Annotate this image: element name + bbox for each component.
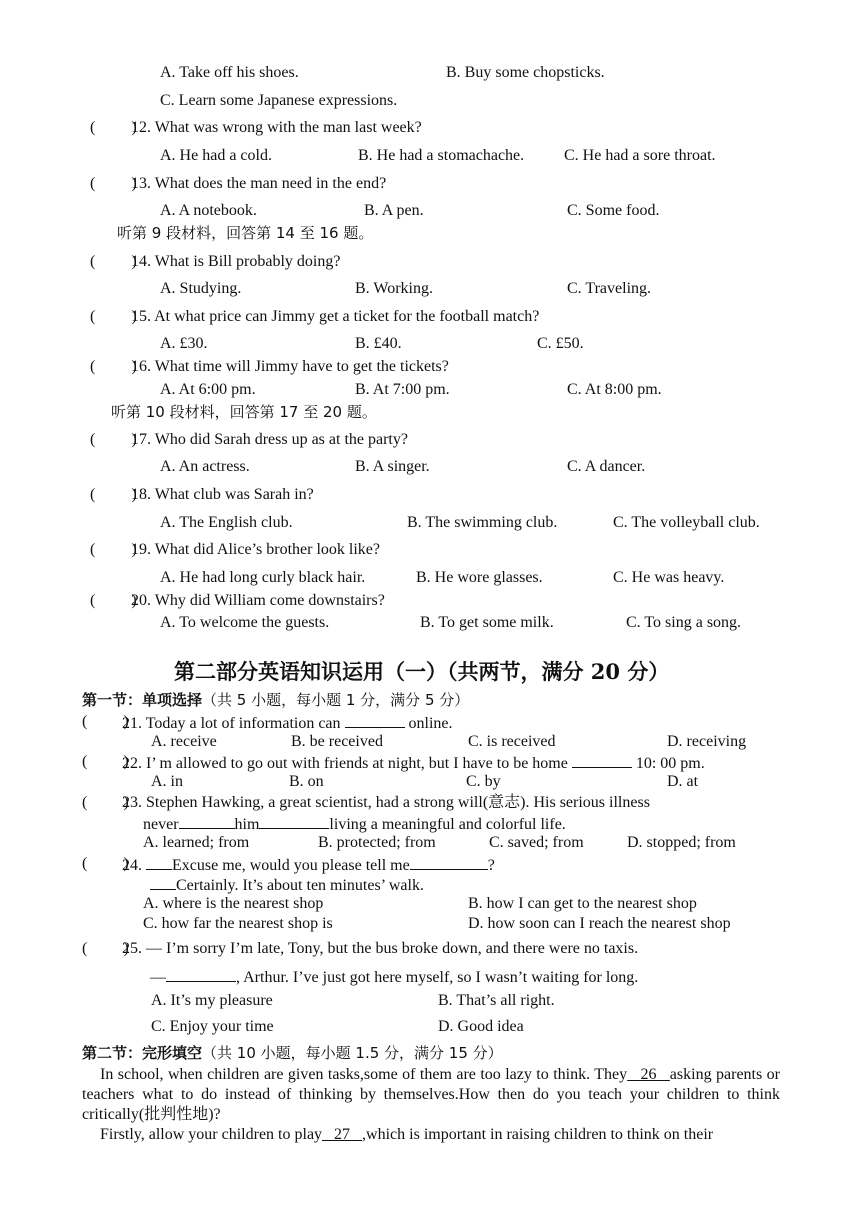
option-a: A. learned; from <box>143 834 250 851</box>
speaker-blank <box>150 874 176 890</box>
q11-option-b: B. Buy some chopsticks. <box>446 64 605 81</box>
option-a: A. He had long curly black hair. <box>160 569 366 586</box>
option-b: B. A singer. <box>355 458 430 475</box>
option-b: B. The swimming club. <box>407 514 558 531</box>
option-b: B. He had a stomachache. <box>358 147 525 164</box>
question-text: 13. What does the man need in the end? <box>131 175 387 192</box>
option-b: B. on <box>289 773 324 790</box>
option-c: C. £50. <box>537 335 584 352</box>
option-a: A. where is the nearest shop <box>143 895 324 912</box>
cloze-paragraph: Firstly, allow your children to play 27 ,which is important in raising children to think on their <box>100 1126 714 1143</box>
answer-blank <box>572 752 632 768</box>
option-c: C. To sing a song. <box>626 614 742 631</box>
answer-blank <box>259 813 329 829</box>
option-d: D. stopped; from <box>627 834 736 851</box>
option-c: C. He was heavy. <box>613 569 725 586</box>
option-a: A. receive <box>151 733 217 750</box>
question-text: 23. Stephen Hawking, a great scientist, had a strong will(意志). His serious illness <box>122 794 650 811</box>
section-label: 第一节：单项选择 <box>82 691 203 709</box>
answer-bracket: ( ) <box>82 855 129 872</box>
answer-bracket: ( ) <box>82 753 129 770</box>
answer-bracket: ( ) <box>82 940 129 957</box>
option-d: D. Good idea <box>438 1018 524 1035</box>
option-c: C. Some food. <box>567 202 660 219</box>
option-b: B. A pen. <box>364 202 424 219</box>
option-c: C. Traveling. <box>567 280 652 297</box>
section-instruction: 听第 10 段材料，回答第 17 至 20 题。 <box>111 403 377 421</box>
option-b: B. protected; from <box>318 834 436 851</box>
question-text: 19. What did Alice’s brother look like? <box>131 541 380 558</box>
option-a: A. It’s my pleasure <box>151 992 273 1009</box>
question-text: 17. Who did Sarah dress up as at the party? <box>131 431 408 448</box>
question-text-cont: never him living a meaningful and colorful life. <box>143 813 566 835</box>
option-a: A. The English club. <box>160 514 293 531</box>
option-b: B. Working. <box>355 280 433 297</box>
question-text: 16. What time will Jimmy have to get the tickets? <box>131 358 449 375</box>
answer-bracket: ( ) <box>90 119 137 136</box>
option-c: C. is received <box>468 733 556 750</box>
answer-bracket: ( ) <box>90 541 137 558</box>
answer-bracket: ( ) <box>82 713 129 730</box>
option-a: A. An actress. <box>160 458 250 475</box>
option-c: C. saved; from <box>489 834 584 851</box>
question-text: 20. Why did William come downstairs? <box>131 592 385 609</box>
q11-option-c: C. Learn some Japanese expressions. <box>160 92 398 109</box>
option-b: B. To get some milk. <box>420 614 554 631</box>
question-text: 14. What is Bill probably doing? <box>131 253 341 270</box>
speaker-blank <box>146 854 172 870</box>
answer-bracket: ( ) <box>90 431 137 448</box>
answer-bracket: ( ) <box>90 253 137 270</box>
option-b: B. be received <box>291 733 383 750</box>
reply-text: Certainly. It’s about ten minutes’ walk. <box>150 874 424 896</box>
section-description: （共 5 小题，每小题 1 分，满分 5 分） <box>202 691 470 709</box>
question-text: 18. What club was Sarah in? <box>131 486 314 503</box>
question-text: 15. At what price can Jimmy get a ticket for the football match? <box>131 308 540 325</box>
option-b: B. £40. <box>355 335 402 352</box>
cloze-blank-27: 27 <box>322 1126 363 1143</box>
option-a: A. To welcome the guests. <box>160 614 330 631</box>
question-text: 24. Excuse me, would you please tell me ? <box>122 854 495 876</box>
option-a: A. He had a cold. <box>160 147 272 164</box>
answer-bracket: ( ) <box>82 794 129 811</box>
answer-bracket: ( ) <box>90 486 137 503</box>
answer-blank <box>179 813 235 829</box>
question-text: 25. — I’m sorry I’m late, Tony, but the bus broke down, and there were no taxis. <box>122 940 639 957</box>
option-d: D. receiving <box>667 733 747 750</box>
option-d: D. how soon can I reach the nearest shop <box>468 915 731 932</box>
cloze-blank-26: 26 <box>627 1066 670 1083</box>
section-header <box>82 690 469 710</box>
question-text: 21. Today a lot of information can online. <box>122 712 453 734</box>
option-a: A. in <box>151 773 183 790</box>
answer-blank <box>345 712 405 728</box>
section-label: 第二节：完形填空 <box>82 1044 203 1062</box>
option-c: C. The volleyball club. <box>613 514 760 531</box>
answer-bracket: ( ) <box>90 358 137 375</box>
option-c: C. how far the nearest shop is <box>143 915 333 932</box>
part-title: 第二部分英语知识运用（一）（共两节，满分 20 分） <box>174 659 670 684</box>
section-instruction: 听第 9 段材料，回答第 14 至 16 题。 <box>117 224 374 242</box>
section-description: （共 10 小题，每小题 1.5 分，满分 15 分） <box>202 1044 503 1062</box>
option-b: B. He wore glasses. <box>416 569 543 586</box>
question-text: 12. What was wrong with the man last week? <box>131 119 422 136</box>
option-c: C. At 8:00 pm. <box>567 381 662 398</box>
option-b: B. At 7:00 pm. <box>355 381 450 398</box>
answer-bracket: ( ) <box>90 592 137 609</box>
question-text: 22. I’ m allowed to go out with friends at night, but I have to be home 10: 00 pm. <box>122 752 705 774</box>
cloze-paragraph: In school, when children are given tasks,some of them are too lazy to think. They 26 asking parents or teachers what to do instead of thinking by themselves.How then do you teach your children to think critically(批判性地)? <box>82 1066 780 1123</box>
option-a: A. A notebook. <box>160 202 257 219</box>
answer-bracket: ( ) <box>90 308 137 325</box>
option-c: C. by <box>466 773 501 790</box>
option-c: C. Enjoy your time <box>151 1018 274 1035</box>
option-a: A. At 6:00 pm. <box>160 381 256 398</box>
option-d: D. at <box>667 773 699 790</box>
answer-blank <box>166 966 236 982</box>
answer-bracket: ( ) <box>90 175 137 192</box>
option-a: A. Studying. <box>160 280 242 297</box>
reply-text: — , Arthur. I’ve just got here myself, so I wasn’t waiting for long. <box>150 966 638 988</box>
q11-option-a: A. Take off his shoes. <box>160 64 299 81</box>
option-c: C. He had a sore throat. <box>564 147 716 164</box>
option-c: C. A dancer. <box>567 458 646 475</box>
section-header <box>82 1043 503 1063</box>
option-b: B. That’s all right. <box>438 992 555 1009</box>
answer-blank <box>410 854 488 870</box>
option-a: A. £30. <box>160 335 208 352</box>
option-b: B. how I can get to the nearest shop <box>468 895 697 912</box>
